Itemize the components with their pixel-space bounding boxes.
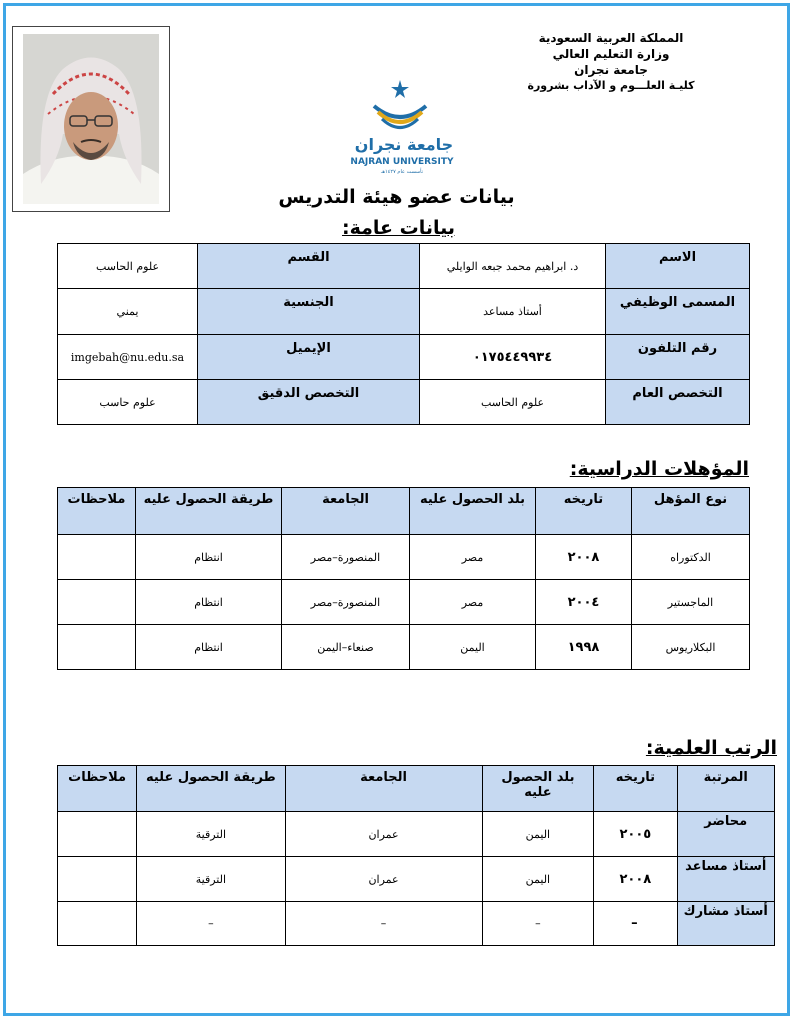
cell-notes (58, 535, 136, 580)
col-header-notes: ملاحظات (58, 766, 137, 812)
col-header-university: الجامعة (285, 766, 482, 812)
col-header-method: طريقة الحصول عليه (137, 766, 285, 812)
value-specific-specialty: علوم حاسب (58, 380, 198, 425)
cell-degree: الماجستير (632, 580, 750, 625)
label-name: الاسم (606, 244, 750, 289)
university-logo (340, 76, 468, 176)
page-title: بيانات عضو هيئة التدريس (278, 186, 515, 208)
value-phone: ٠١٧٥٤٤٩٩٣٤ (420, 335, 606, 380)
header-line-kingdom: المملكة العربية السعودية (538, 31, 684, 45)
cell-rank: أستاذ مساعد (677, 857, 774, 902)
cell-country: مصر (410, 580, 536, 625)
cell-date: ٢٠٠٨ (536, 535, 632, 580)
cell-method: انتظام (136, 535, 282, 580)
cell-country: مصر (410, 535, 536, 580)
cell-university: المنصورة–مصر (282, 580, 410, 625)
cell-date: – (594, 902, 677, 946)
cell-notes (58, 812, 137, 857)
cell-date: ٢٠٠٥ (594, 812, 677, 857)
ranks-header-row (58, 766, 775, 812)
logo-founded-text: تأسست عام ١٤٢٧هـ (380, 169, 424, 175)
col-header-country: بلد الحصول عليه (482, 766, 594, 812)
general-section-title: بيانات عامة: (342, 217, 455, 239)
cell-date: ٢٠٠٨ (594, 857, 677, 902)
cell-method: – (137, 902, 285, 946)
cell-notes (58, 857, 137, 902)
value-email: imgebah@nu.edu.sa (58, 335, 198, 380)
table-row (58, 535, 750, 580)
logo-english-text: NAJRAN UNIVERSITY (350, 157, 454, 167)
cell-country: اليمن (482, 857, 594, 902)
cell-rank: أستاذ مشارك (677, 902, 774, 946)
logo-arabic-text: جامعة نجران (354, 135, 454, 154)
table-row (58, 625, 750, 670)
general-row (58, 335, 750, 380)
general-row (58, 289, 750, 335)
cell-date: ٢٠٠٤ (536, 580, 632, 625)
label-nationality: الجنسية (198, 289, 420, 335)
ranks-table (57, 765, 775, 946)
label-department: القسم (198, 244, 420, 289)
col-header-degree-type: نوع المؤهل (632, 488, 750, 535)
col-header-university: الجامعة (282, 488, 410, 535)
cell-method: انتظام (136, 580, 282, 625)
header-line-university: جامعة نجران (574, 63, 648, 77)
cell-university: المنصورة–مصر (282, 535, 410, 580)
cell-notes (58, 580, 136, 625)
cell-rank: محاضر (677, 812, 774, 857)
value-department: علوم الحاسب (58, 244, 198, 289)
header-line-college: كليـة العلـــوم و الآداب بشرورة (527, 79, 695, 92)
general-row (58, 244, 750, 289)
table-row (58, 857, 775, 902)
cell-country: – (482, 902, 594, 946)
col-header-notes: ملاحظات (58, 488, 136, 535)
cell-university: صنعاء–اليمن (282, 625, 410, 670)
cell-method: الترقية (137, 857, 285, 902)
value-nationality: يمني (58, 289, 198, 335)
label-job-title: المسمى الوظيفي (606, 289, 750, 335)
cell-notes (58, 625, 136, 670)
label-email: الإيميل (198, 335, 420, 380)
col-header-date: تاريخه (536, 488, 632, 535)
cell-method: انتظام (136, 625, 282, 670)
value-name: د. ابراهيم محمد جبعه الوايلي (420, 244, 606, 289)
general-row (58, 380, 750, 425)
value-general-specialty: علوم الحاسب (420, 380, 606, 425)
col-header-rank: المرتبة (677, 766, 774, 812)
table-row (58, 812, 775, 857)
ministry-header (491, 30, 731, 94)
cell-university: عمران (285, 857, 482, 902)
col-header-method: طريقة الحصول عليه (136, 488, 282, 535)
table-row (58, 580, 750, 625)
cell-university: عمران (285, 812, 482, 857)
header-line-ministry: وزارة التعليم العالي (552, 47, 670, 61)
cell-country: اليمن (482, 812, 594, 857)
col-header-country: بلد الحصول عليه (410, 488, 536, 535)
cell-university: – (285, 902, 482, 946)
cell-notes (58, 902, 137, 946)
table-row (58, 902, 775, 946)
cell-country: اليمن (410, 625, 536, 670)
label-phone: رقم التلفون (606, 335, 750, 380)
cell-date: ١٩٩٨ (536, 625, 632, 670)
qualifications-section-title: المؤهلات الدراسية: (569, 458, 749, 480)
portrait-photo (23, 34, 159, 204)
qualifications-header-row (58, 488, 750, 535)
col-header-date: تاريخه (594, 766, 677, 812)
general-info-table (57, 243, 750, 425)
cell-method: الترقية (137, 812, 285, 857)
photo-frame (12, 26, 170, 212)
cell-degree: البكلاريوس (632, 625, 750, 670)
qualifications-table (57, 487, 750, 670)
label-general-specialty: التخصص العام (606, 380, 750, 425)
value-job-title: أستاذ مساعد (420, 289, 606, 335)
cell-degree: الدكتوراه (632, 535, 750, 580)
label-specific-specialty: التخصص الدقيق (198, 380, 420, 425)
ranks-section-title: الرتب العلمية: (645, 737, 777, 759)
